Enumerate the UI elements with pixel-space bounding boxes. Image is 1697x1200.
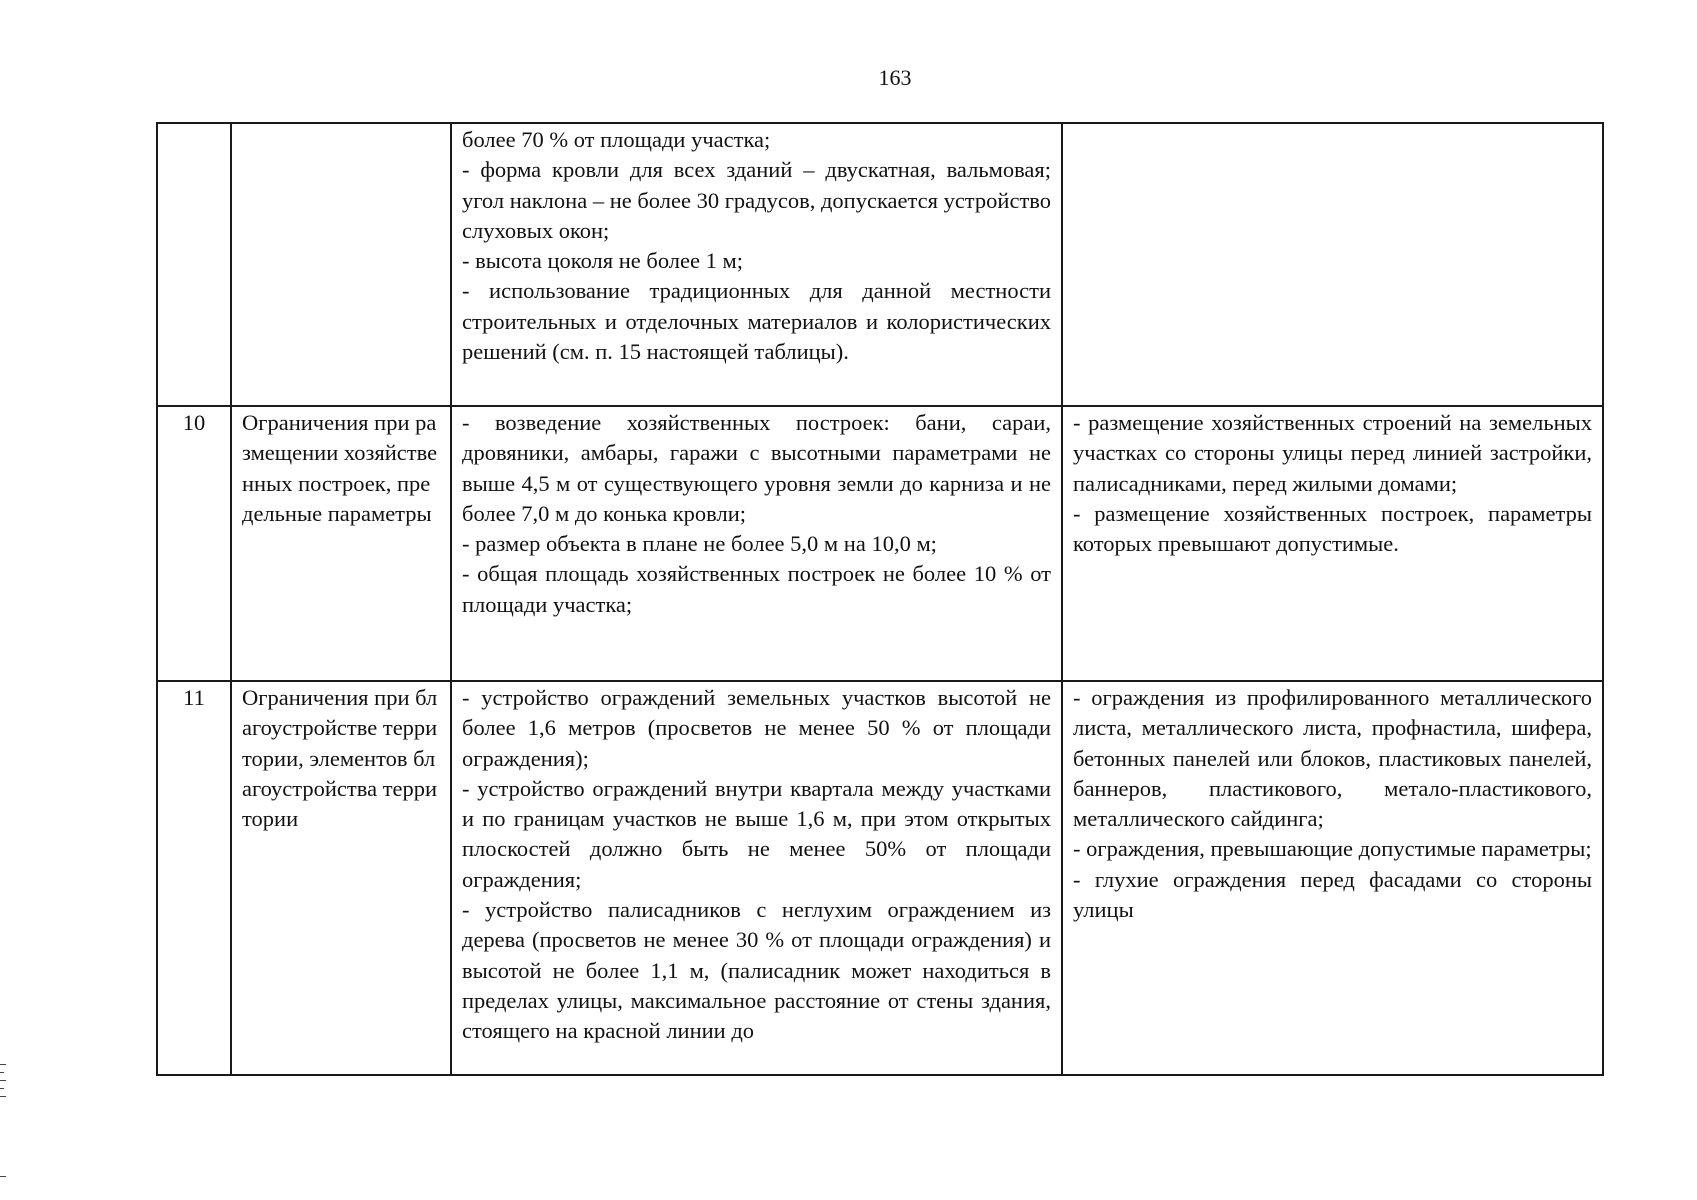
forbidden-cell (1062, 123, 1603, 406)
scan-margin-marks (0, 1060, 8, 1190)
scan-mark (0, 1072, 4, 1073)
allowed-item: более 70 % от площади участка; (462, 127, 771, 152)
regulations-table (156, 122, 1604, 1076)
forbidden-item: - глухие ограждения перед фасадами со стороны улицы (1073, 866, 1592, 923)
forbidden-item: - ограждения, превышающие допустимые параметры; (1073, 836, 1592, 862)
forbidden-item: - размещение хозяйственных построек, параметры которых превышают допустимые. (1073, 500, 1592, 557)
allowed-item: - возведение хозяйственных построек: бани, сараи, дровяники, амбары, гаражи с высотными параметрами не выше 4,5 м от существующего уровня земли до карниза и не более 7,0 м до конька кровли; (462, 410, 1051, 526)
allowed-cell (451, 681, 1062, 1075)
allowed-item: - использование традиционных для данной местности строительных и отделочных материалов и колористических решений (см. п. 15 настоящей таблицы). (462, 278, 1051, 365)
allowed-item: - устройство ограждений земельных участков высотой не более 1,6 метров (просветов не менее 50 % от площади ограждения); (462, 685, 1051, 771)
allowed-cell (451, 406, 1062, 681)
scan-mark (0, 1088, 4, 1089)
allowed-item: - общая площадь хозяйственных построек не более 10 % от площади участка; (462, 561, 1051, 617)
allowed-item: - форма кровли для всех зданий – двускатная, вальмовая; угол наклона – не более 30 градусов, допускается устройство слуховых окон; (462, 157, 1051, 243)
scan-mark (0, 1096, 6, 1097)
restriction-name-cell (231, 123, 451, 406)
table-row (157, 123, 1603, 406)
allowed-item: - устройство ограждений внутри квартала между участками и по границам участков не выше 1,6 м, при этом открытых плоскостей должно быть не менее 50% от площади ограждения; (462, 775, 1051, 892)
restriction-name-cell: Ограничения при размещении хозяйственных построек, предельные параметры (231, 406, 451, 681)
table-row (157, 681, 1603, 1075)
allowed-item: - высота цоколя не более 1 м; (462, 248, 743, 274)
forbidden-item: - размещение хозяйственных строений на земельных участках со стороны улицы перед линией застройки, палисадниками, перед жилыми домами; (1073, 410, 1592, 496)
forbidden-item: - ограждения из профилированного металлического листа, металлического листа, профнастила, шифера, бетонных панелей или блоков, пластиковых панелей, баннеров, пластикового, метало-пластикового, металлического сайдинга; (1073, 685, 1592, 832)
scan-mark (0, 1176, 6, 1177)
forbidden-cell (1062, 406, 1603, 681)
table-row (157, 406, 1603, 681)
scan-mark (0, 1080, 6, 1081)
row-number-cell: 10 (157, 406, 231, 681)
allowed-cell (451, 123, 1062, 406)
restriction-name-cell: Ограничения при благоустройстве территории, элементов благоустройства территории (231, 681, 451, 1075)
scan-mark (0, 1064, 6, 1065)
row-number-cell: 11 (157, 681, 231, 1075)
allowed-item: - размер объекта в плане не более 5,0 м на 10,0 м; (462, 531, 937, 557)
forbidden-cell (1062, 681, 1603, 1075)
row-number-cell (157, 123, 231, 406)
allowed-item: - устройство палисадников с неглухим ограждением из дерева (просветов не менее 30 % от площади ограждения) и высотой не более 1,1 м, (палисадник может находиться в пределах улицы, максимальное расстояние от стены здания, стоящего на красной линии до (462, 897, 1051, 1044)
page-number: 163 (878, 65, 912, 90)
